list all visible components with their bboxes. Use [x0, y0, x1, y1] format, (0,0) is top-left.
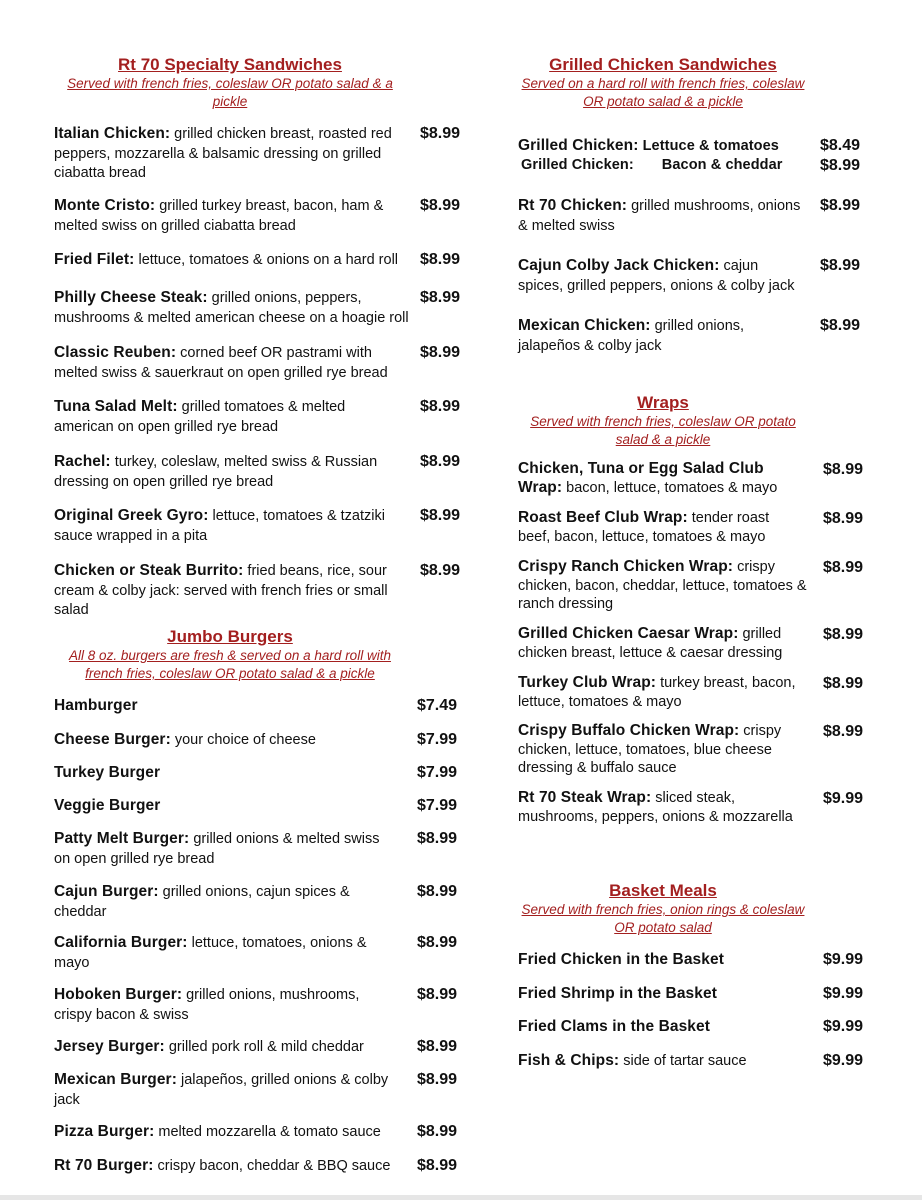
section-title: Basket Meals — [609, 881, 717, 900]
section-title: Jumbo Burgers — [167, 627, 293, 646]
section-subtitle: Served with french fries, onion rings & coleslaw — [521, 902, 805, 917]
item-price: $7.49 — [417, 697, 458, 714]
item-price: $8.99 — [420, 398, 461, 415]
item-price: $8.99 — [823, 461, 864, 478]
item-price: $8.99 — [420, 562, 461, 579]
basket-meals-header — [483, 881, 843, 937]
jumbo-burgers-header — [30, 627, 430, 683]
section-subtitle: OR potato salad — [614, 920, 712, 935]
item-price: $7.99 — [417, 797, 458, 814]
item-price: $8.99 — [420, 125, 461, 142]
section-subtitle: Served on a hard roll with french fries, coleslaw — [521, 76, 805, 91]
item-price: $8.99 — [820, 157, 861, 174]
item-price: $8.99 — [417, 883, 458, 900]
item-price: $8.99 — [420, 507, 461, 524]
item-price: $7.99 — [417, 764, 458, 781]
item-price: $8.99 — [823, 675, 864, 692]
item-price: $8.99 — [823, 723, 864, 740]
specialty-sandwiches-header — [30, 55, 430, 111]
item-price: $8.99 — [417, 934, 458, 951]
item-price: $8.99 — [823, 510, 864, 527]
section-subtitle: Served with french fries, coleslaw OR potato salad & a — [67, 76, 393, 91]
item-price: $9.99 — [823, 985, 864, 1002]
item-price: $8.99 — [420, 453, 461, 470]
section-title: Rt 70 Specialty Sandwiches — [118, 55, 342, 74]
item-price: $8.99 — [420, 197, 461, 214]
item-price: $8.99 — [820, 197, 861, 214]
section-subtitle: salad & a pickle — [615, 432, 711, 447]
item-price: $7.99 — [417, 731, 458, 748]
grilled-chicken-header — [483, 55, 843, 111]
item-price: $8.99 — [417, 1123, 458, 1140]
item-price: $8.99 — [417, 1157, 458, 1174]
section-title: Wraps — [637, 393, 689, 412]
section-subtitle: All 8 oz. burgers are fresh & served on a hard roll with — [69, 648, 391, 663]
item-price: $9.99 — [823, 1052, 864, 1069]
item-price: $8.99 — [820, 257, 861, 274]
item-price: $8.49 — [820, 137, 861, 154]
item-price: $9.99 — [823, 1018, 864, 1035]
item-price: $8.99 — [417, 830, 458, 847]
wraps-header — [483, 393, 843, 449]
item-price: $8.99 — [417, 986, 458, 1003]
item-price: $8.99 — [420, 344, 461, 361]
section-title: Grilled Chicken Sandwiches — [549, 55, 777, 74]
item-price: $8.99 — [420, 251, 461, 268]
item-price: $8.99 — [420, 289, 461, 306]
section-subtitle: pickle — [212, 94, 248, 109]
page-bottom-edge — [0, 1195, 922, 1200]
section-subtitle: french fries, coleslaw OR potato salad & a pickle — [85, 666, 375, 681]
item-price: $8.99 — [417, 1071, 458, 1088]
item-price: $8.99 — [820, 317, 861, 334]
item-price: $9.99 — [823, 951, 864, 968]
item-price: $8.99 — [417, 1038, 458, 1055]
section-subtitle: OR potato salad & a pickle — [583, 94, 743, 109]
item-price: $8.99 — [823, 559, 864, 576]
item-price: $8.99 — [823, 626, 864, 643]
section-subtitle: Served with french fries, coleslaw OR potato — [530, 414, 796, 429]
item-price: $9.99 — [823, 790, 864, 807]
